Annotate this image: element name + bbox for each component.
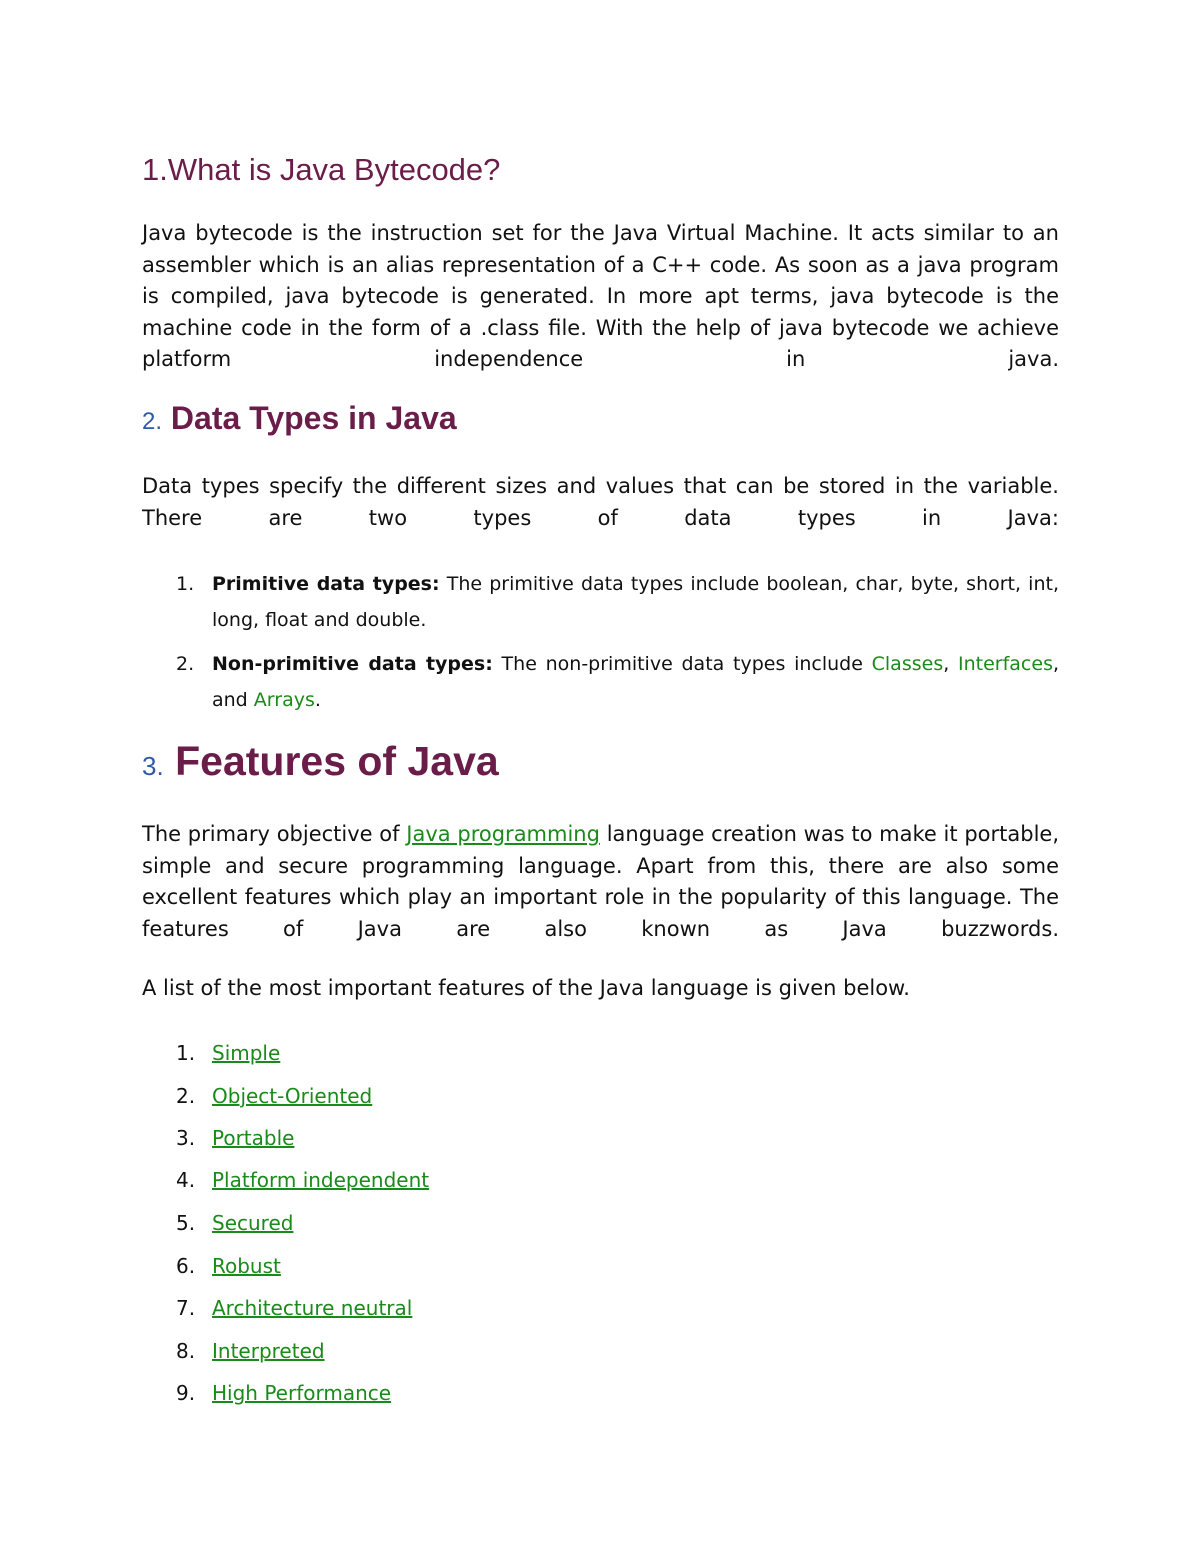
list-item xyxy=(176,1123,294,1153)
list-marker: 4. xyxy=(176,1168,196,1192)
heading-number: 2. xyxy=(142,408,163,435)
non-primitive-description: The non-primitive data types include xyxy=(501,653,863,675)
features-list-intro: A list of the most important features of the Java language is given below. xyxy=(142,976,910,1000)
arrays-link[interactable]: Arrays xyxy=(253,689,315,711)
separator: , xyxy=(943,653,950,675)
list-marker: 2. xyxy=(176,653,195,675)
paragraph-text: The primary objective of xyxy=(142,822,400,846)
term-primitive: Primitive data types: xyxy=(212,573,440,595)
list-item-primitive xyxy=(176,566,1059,638)
heading-data-types xyxy=(142,400,457,437)
list-marker: 2. xyxy=(176,1084,196,1108)
list-item xyxy=(176,1208,293,1238)
feature-link-platform-independent[interactable]: Platform independent xyxy=(212,1168,430,1192)
list-marker: 5. xyxy=(176,1211,196,1235)
list-marker: 1. xyxy=(176,573,195,595)
feature-link-object-oriented[interactable]: Object-Oriented xyxy=(212,1084,373,1108)
feature-link-architecture-neutral[interactable]: Architecture neutral xyxy=(212,1296,413,1320)
list-marker: 8. xyxy=(176,1339,196,1363)
feature-link-robust[interactable]: Robust xyxy=(212,1254,281,1278)
feature-link-interpreted[interactable]: Interpreted xyxy=(212,1339,325,1363)
list-marker: 7. xyxy=(176,1296,196,1320)
list-item xyxy=(176,1038,280,1068)
heading-number: 3. xyxy=(142,751,164,781)
feature-link-portable[interactable]: Portable xyxy=(212,1126,295,1150)
heading-text: Features of Java xyxy=(175,738,499,784)
paragraph-text: language creation was to make it portable, simple and secure programming language. Apart from this, there are also some excellent features which play an important role in the popularity of this language. The features of Java are also known as Java buzzwords. xyxy=(142,822,1059,941)
list-item xyxy=(176,1378,391,1408)
separator: , and xyxy=(212,653,1060,711)
list-item xyxy=(176,1293,412,1323)
java-programming-link[interactable]: Java programming xyxy=(406,822,600,846)
term-non-primitive: Non-primitive data types: xyxy=(212,653,493,675)
heading-features xyxy=(142,738,499,785)
interfaces-link[interactable]: Interfaces xyxy=(958,653,1053,675)
list-item xyxy=(176,1336,325,1366)
bytecode-paragraph: Java bytecode is the instruction set for the Java Virtual Machine. It acts similar to an assembler which is an alias representation of a C++ code. As soon as a java program is compiled, java bytecode is generated. In more apt terms, java bytecode is the machine code in the form of a .class file. With the help of java bytecode we achieve platform independence in java. xyxy=(142,221,1059,372)
primitive-description: The primitive data types include boolean, char, byte, short, int, long, float and double. xyxy=(212,573,1059,631)
period: . xyxy=(314,689,321,711)
list-item xyxy=(176,1081,372,1111)
list-marker: 9. xyxy=(176,1381,196,1405)
list-item xyxy=(176,1251,281,1281)
features-paragraph xyxy=(142,819,1059,977)
list-item-non-primitive xyxy=(176,646,1059,718)
feature-link-secured[interactable]: Secured xyxy=(212,1211,294,1235)
heading-text: Data Types in Java xyxy=(170,400,457,436)
list-marker: 1. xyxy=(176,1041,196,1065)
list-marker: 6. xyxy=(176,1254,196,1278)
feature-link-high-performance[interactable]: High Performance xyxy=(212,1381,392,1405)
data-types-paragraph: Data types specify the different sizes and values that can be stored in the variable. There are two types of data types in Java: xyxy=(142,474,1059,530)
heading-java-bytecode: 1.What is Java Bytecode? xyxy=(142,152,501,187)
list-item-body xyxy=(212,646,1059,718)
classes-link[interactable]: Classes xyxy=(871,653,944,675)
list-item xyxy=(176,1165,429,1195)
list-marker: 3. xyxy=(176,1126,196,1150)
feature-link-simple[interactable]: Simple xyxy=(212,1041,281,1065)
list-item-body xyxy=(212,566,1059,638)
